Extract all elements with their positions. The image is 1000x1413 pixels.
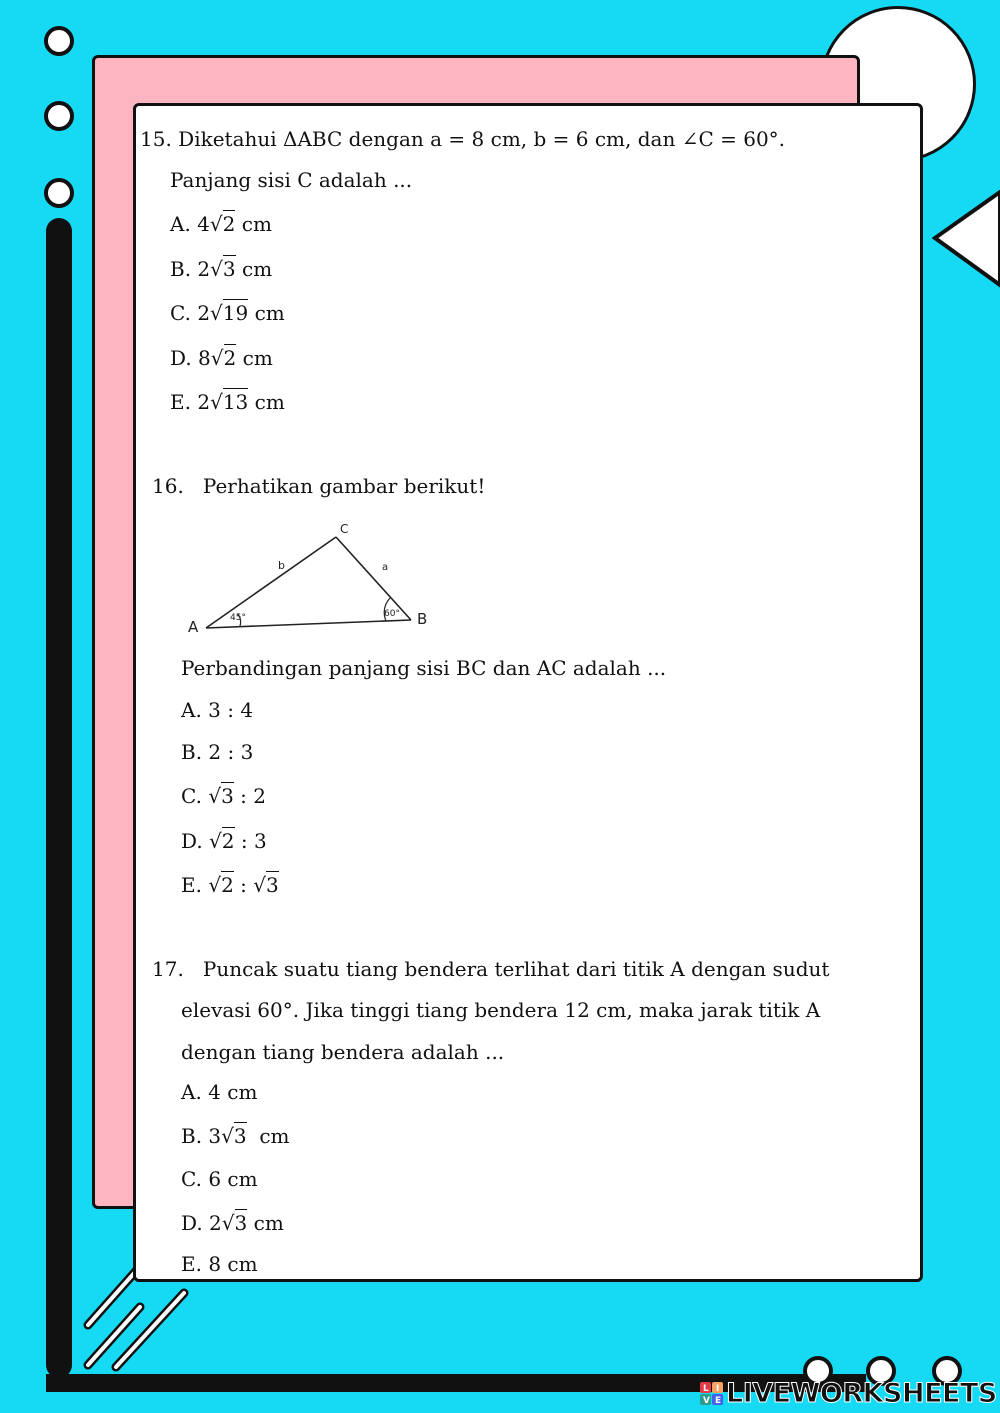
worksheet-page bbox=[133, 103, 923, 1282]
binder-ring bbox=[44, 26, 74, 56]
q17-stem-line1: 17. Puncak suatu tiang bendera terlihat dari titik A dengan sudut bbox=[152, 957, 830, 981]
decorative-triangle bbox=[925, 190, 1000, 300]
q17-option-b[interactable]: B. 3√3 cm bbox=[181, 1124, 290, 1148]
triangle-figure bbox=[176, 516, 446, 641]
q15-stem-text: Diketahui ΔABC dengan a = 8 cm, b = 6 cm, dan ∠C = 60°. bbox=[178, 127, 786, 151]
q15-option-c[interactable]: C. 2√19 cm bbox=[170, 301, 285, 325]
svg-text:L: L bbox=[703, 1384, 709, 1394]
q16-option-c[interactable]: C. √3 : 2 bbox=[181, 784, 266, 808]
binder-ring bbox=[44, 101, 74, 131]
q16-option-a[interactable]: A. 3 : 4 bbox=[181, 698, 254, 722]
liveworksheets-logo bbox=[700, 1378, 1000, 1410]
q17-stem-line3: dengan tiang bendera adalah ... bbox=[181, 1040, 505, 1064]
q17-option-d[interactable]: D. 2√3 cm bbox=[181, 1211, 284, 1235]
q15-option-e[interactable]: E. 2√13 cm bbox=[170, 390, 285, 414]
side-a-label: a bbox=[382, 562, 389, 573]
logo-mark-icon bbox=[700, 1382, 724, 1406]
q17-stem-line2: elevasi 60°. Jika tinggi tiang bendera 12 cm, maka jarak titik A bbox=[181, 998, 821, 1022]
vertex-c-label: C bbox=[340, 522, 349, 536]
logo-text: LIVEWORKSHEETS bbox=[726, 1378, 997, 1409]
vertex-b-label: B bbox=[417, 610, 428, 628]
binder-ring bbox=[44, 178, 74, 208]
q17-number: 17. bbox=[152, 957, 184, 981]
svg-text:V: V bbox=[703, 1396, 710, 1406]
q16-stem: 16. Perhatikan gambar berikut! bbox=[152, 474, 486, 498]
q17-option-c[interactable]: C. 6 cm bbox=[181, 1167, 258, 1191]
angle-a-label: 45° bbox=[230, 613, 246, 623]
q15-option-a[interactable]: A. 4√2 cm bbox=[170, 212, 272, 236]
q15-number: 15. bbox=[140, 127, 172, 151]
binder-spine bbox=[46, 218, 72, 1378]
q16-option-d[interactable]: D. √2 : 3 bbox=[181, 829, 267, 853]
side-b-label: b bbox=[278, 559, 285, 572]
q15-stem-line2: Panjang sisi C adalah ... bbox=[170, 168, 413, 192]
svg-text:E: E bbox=[715, 1396, 722, 1406]
q15-stem-line1 bbox=[140, 129, 785, 149]
q17-option-a[interactable]: A. 4 cm bbox=[181, 1080, 258, 1104]
angle-b-label: 60° bbox=[384, 609, 400, 619]
svg-text:I: I bbox=[716, 1384, 720, 1394]
q16-option-b[interactable]: B. 2 : 3 bbox=[181, 740, 254, 764]
q17-option-e[interactable]: E. 8 cm bbox=[181, 1252, 258, 1276]
q15-option-b[interactable]: B. 2√3 cm bbox=[170, 257, 273, 281]
vertex-a-label: A bbox=[188, 618, 199, 636]
q16-option-e[interactable]: E. √2 : √3 bbox=[181, 873, 279, 897]
q16-question: Perbandingan panjang sisi BC dan AC adalah ... bbox=[181, 656, 667, 680]
q16-number: 16. bbox=[152, 474, 184, 498]
q15-option-d[interactable]: D. 8√2 cm bbox=[170, 346, 273, 370]
